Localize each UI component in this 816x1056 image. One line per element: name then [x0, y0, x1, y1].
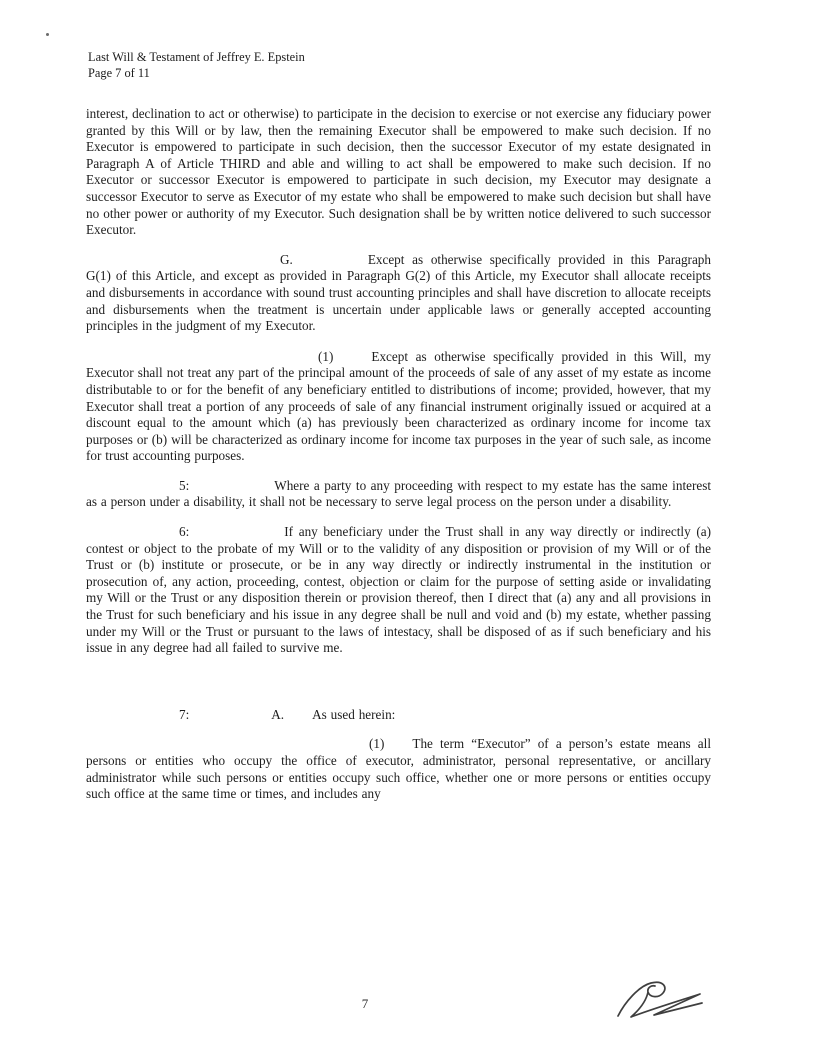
paragraph-text: The term “Executor” of a person’s estate means all persons or entities who occupy the office of executor, administrator, personal representative, or ancillary administrator while such persons or entities occupy such office, whether one or more persons or entities occupy such office at the same time or times, and includes any — [86, 736, 711, 802]
paragraph-label: (1) — [318, 348, 334, 364]
tab-spacer — [189, 489, 274, 490]
paragraph-5 — [86, 478, 711, 511]
document-page-label: Page 7 of 11 — [88, 65, 150, 80]
document-header — [88, 50, 305, 81]
paragraph-6 — [86, 524, 711, 657]
paragraph-text: interest, declination to act or otherwise) to participate in the decision to exercise or not exercise any fiduciary power granted by this Will or by law, then the remaining Executor shall be empowered to make such decision. If no Executor is empowered to participate in such decision, then the successor Executor of my estate designated in Paragraph A of Article THIRD and able and willing to act shall be empowered to make such decision. If no Executor or successor Executor is empowered to participate in such decision, my Executor may designate a successor Executor to serve as Executor of my estate who shall be empowered to make such decision but shall have no other power or authority of my Executor. Such designation shall be by written notice delivered to such successor Executor. — [86, 106, 711, 238]
paragraph-label: 7: — [179, 706, 190, 722]
paragraph-label: G. — [280, 251, 293, 267]
paragraph-text: As used herein: — [312, 706, 396, 722]
paragraph-7a1 — [86, 736, 711, 802]
paragraph-label: 5: — [179, 477, 190, 493]
paragraph-label: 6: — [179, 524, 190, 540]
tab-spacer — [384, 747, 412, 748]
tab-spacer — [189, 535, 284, 536]
paragraph-g — [86, 252, 711, 335]
tab-spacer — [189, 718, 271, 719]
paragraph-text: Where a party to any proceeding with respect to my estate has the same interest as a person under a disability, it shall not be necessary to serve legal process on the person under a disability. — [86, 477, 711, 510]
paragraph-label: (1) — [369, 736, 385, 752]
document-body — [86, 106, 711, 816]
tab-spacer — [333, 360, 371, 361]
scan-artifact-speck — [46, 33, 49, 36]
paragraph-g1 — [86, 349, 711, 465]
paragraph-continuation — [86, 106, 711, 239]
paragraph-7 — [86, 707, 711, 724]
handwritten-initials-signature-icon — [612, 974, 708, 1028]
paragraph-sublabel: A. — [271, 706, 285, 722]
tab-spacer — [284, 718, 312, 719]
paragraph-text: Except as otherwise specifically provided in this Will, my Executor shall not treat any part of the principal amount of the proceeds of sale of any asset of my estate as income distributable to or for the benefit of any beneficiary entitled to distributions of income; provided, however, that my Executor shall treat a portion of any proceeds of sale of any financial instrument originally issued or acquired at a discount equal to the amount which (a) has previously been characterized as ordinary income for income tax purposes or (b) will be characterized as ordinary income for income tax purposes in the year of such sale, as income for trust accounting purposes. — [86, 348, 711, 464]
tab-spacer — [293, 263, 368, 264]
paragraph-text: If any beneficiary under the Trust shall in any way directly or indirectly (a) contest or object to the probate of my Will or to the validity of any disposition or provision of my Will or of the Trust or (b) institute or prosecute, or be in any way directly or indirectly instrumental in the institution or prosecution of, any action, proceeding, contest, objection or claim for the purpose of setting aside or invalidating my Will or the Trust or any disposition therein or provision thereof, then I direct that (a) any and all provisions in the Trust for such beneficiary and his issue in any degree shall be null and void and (b) my estate, whether passing under my Will or the Trust or pursuant to the laws of intestacy, shall be disposed of as if such beneficiary and his issue in any degree had all failed to survive me. — [86, 524, 711, 656]
paragraph-text: Except as otherwise specifically provided in this Paragraph G(1) of this Article, and except as provided in Paragraph G(2) of this Article, my Executor shall allocate receipts and disbursements in accordance with sound trust accounting principles and shall have discretion to allocate receipts and disbursements when the treatment is uncertain under applicable laws or generally accepted accounting principles in the judgment of my Executor. — [86, 251, 711, 334]
page-number: 7 — [361, 996, 369, 1011]
document-title: Last Will & Testament of Jeffrey E. Epstein — [88, 50, 305, 64]
